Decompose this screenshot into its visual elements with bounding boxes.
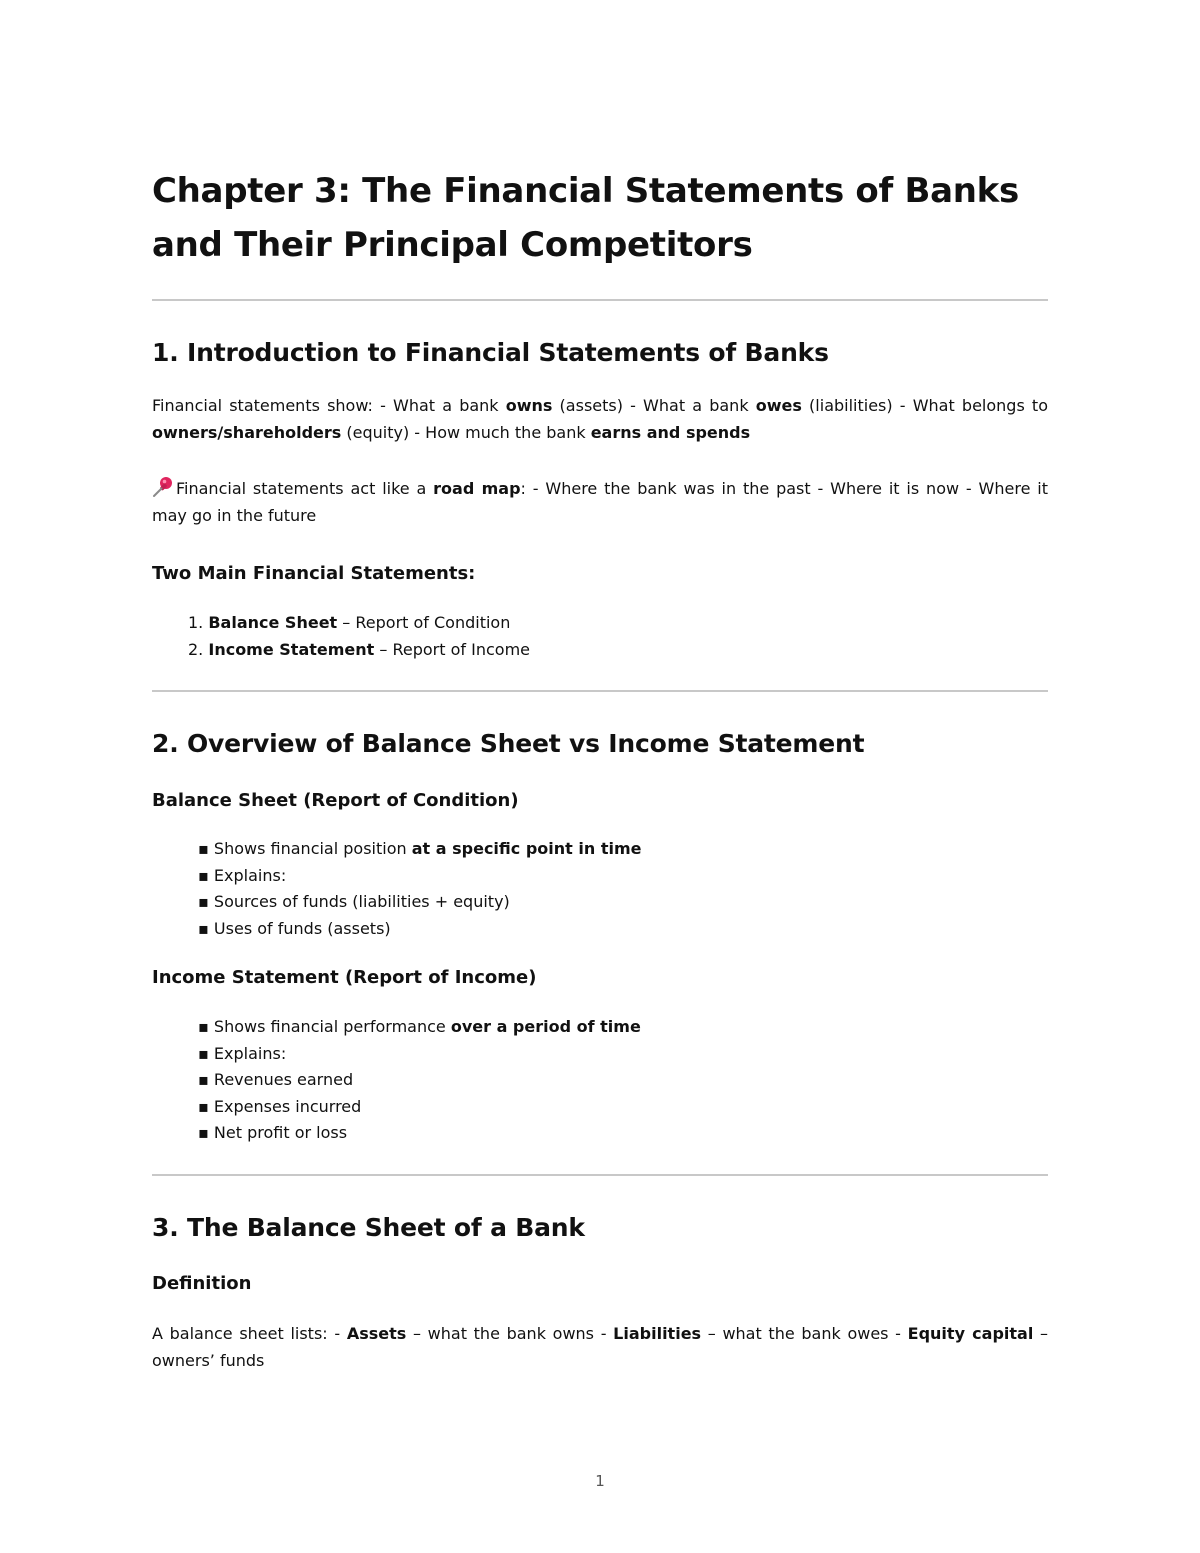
list-item: ▪ Uses of funds (assets) [198,918,391,938]
balance-sheet-list [198,836,641,942]
page-title: Chapter 3: The Financial Statements of Banks and Their Principal Competitors [152,171,1019,265]
section-2-heading: 2. Overview of Balance Sheet vs Income Statement [152,729,865,758]
income-statement-subheading: Income Statement (Report of Income) [152,967,537,988]
list-item: ▪ Net profit or loss [198,1123,348,1142]
list-item: 1. Balance Sheet – Report of Condition [188,613,511,632]
list-item: ▪ Explains: [198,865,287,885]
list-item: ▪ Expenses incurred [198,1096,362,1116]
income-statement-list [198,1014,641,1147]
list-item: 2. Income Statement – Report of Income [188,639,530,659]
page-number: 1 [595,1472,605,1490]
main-statements-list [188,610,530,663]
divider [152,1174,1048,1176]
pushpin-icon [152,476,174,498]
list-item: ▪ Revenues earned [198,1070,354,1089]
list-item: ▪ Shows financial performance over a period of time [198,1017,641,1036]
definition-subheading: Definition [152,1273,252,1294]
balance-sheet-subheading: Balance Sheet (Report of Condition) [152,790,519,811]
section-3-paragraph-1: A balance sheet lists: - Assets – what the bank owns - Liabilities – what the bank owes - Equity capital – owners’ funds [152,1324,1049,1370]
section-1-paragraph-1: Financial statements show: - What a bank owns (assets) - What a bank owes (liabilities) - What belongs to owners/shareholders (equity) - How much the bank earns and spends [152,396,1048,442]
divider [152,690,1048,692]
list-item: ▪ Shows financial position at a specific point in time [198,839,642,858]
divider [152,299,1048,301]
section-1-subheading: Two Main Financial Statements: [152,563,476,584]
list-item: ▪ Explains: [198,1043,287,1063]
list-item: ▪ Sources of funds (liabilities + equity) [198,892,510,911]
section-1-heading: 1. Introduction to Financial Statements of Banks [152,338,829,367]
section-1-paragraph-2: Financial statements act like a road map: - Where the bank was in the past - Where it is now - Where it may go in the future [152,475,1048,529]
section-3-heading: 3. The Balance Sheet of a Bank [152,1213,585,1242]
